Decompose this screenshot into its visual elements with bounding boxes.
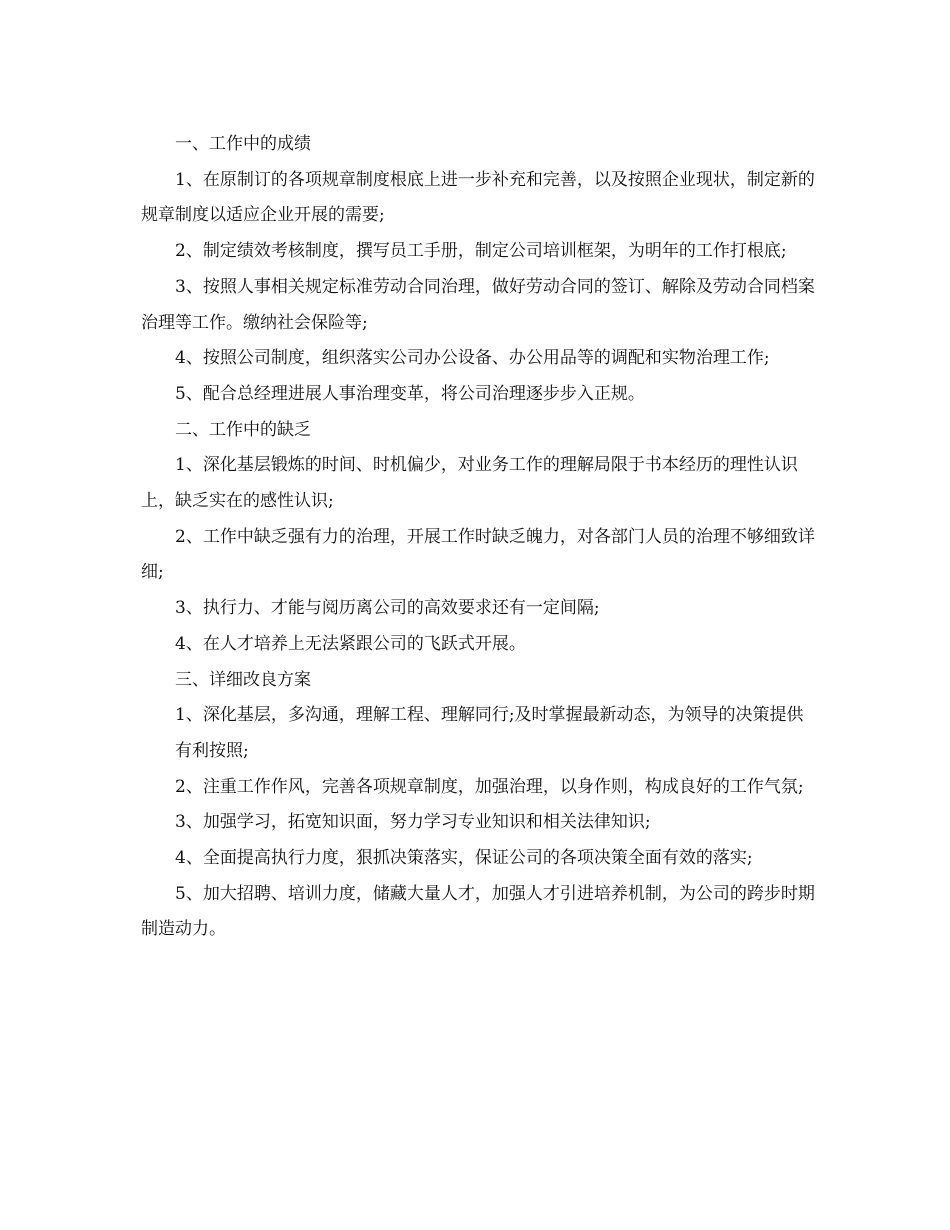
paragraph: 2、工作中缺乏强有力的治理，开展工作时缺乏魄力，对各部门人员的治理不够细致详细; (141, 526, 815, 583)
paragraph: 5、加大招聘、培训力度，储藏大量人才，加强人才引进培养机制，为公司的跨步时期制造动力。 (141, 883, 815, 940)
paragraph: 4、按照公司制度，组织落实公司办公设备、办公用品等的调配和实物治理工作; (175, 348, 770, 369)
paragraph: 3、按照人事相关规定标准劳动合同治理，做好劳动合同的签订、解除及劳动合同档案治理等工作。缴纳社会保险等; (141, 276, 815, 333)
paragraph: 4、在人才培养上无法紧跟公司的飞跃式开展。 (175, 633, 526, 654)
document-body (141, 127, 821, 948)
paragraph: 2、注重工作作风，完善各项规章制度，加强治理，以身作则，构成良好的工作气氛; (175, 776, 804, 797)
paragraph: 3、执行力、才能与阅历离公司的高效要求还有一定间隔; (175, 598, 600, 619)
paragraph: 3、加强学习，拓宽知识面，努力学习专业知识和相关法律知识; (175, 812, 651, 833)
paragraph: 2、制定绩效考核制度，撰写员工手册，制定公司培训框架，为明年的工作打根底; (175, 241, 787, 262)
paragraph: 4、全面提高执行力度，狠抓决策落实，保证公司的各项决策全面有效的落实; (175, 848, 753, 869)
paragraph: 1、深化基层，多沟通，理解工程、理解同行;及时掌握最新动态，为领导的决策提供 (175, 705, 804, 726)
section-heading-achievements: 一、工作中的成绩 (175, 134, 311, 154)
paragraph: 有利按照; (175, 740, 249, 761)
paragraph: 1、深化基层锻炼的时间、时机偏少，对业务工作的理解局限于书本经历的理性认识上，缺乏实在的感性认识; (141, 455, 798, 512)
paragraph: 1、在原制订的各项规章制度根底上进一步补充和完善，以及按照企业现状，制定新的规章制度以适应企业开展的需要; (141, 169, 815, 226)
section-heading-shortcomings: 二、工作中的缺乏 (175, 419, 311, 440)
section-heading-improvement-plan: 三、详细改良方案 (175, 669, 311, 690)
paragraph: 5、配合总经理进展人事治理变革，将公司治理逐步步入正规。 (175, 383, 645, 404)
